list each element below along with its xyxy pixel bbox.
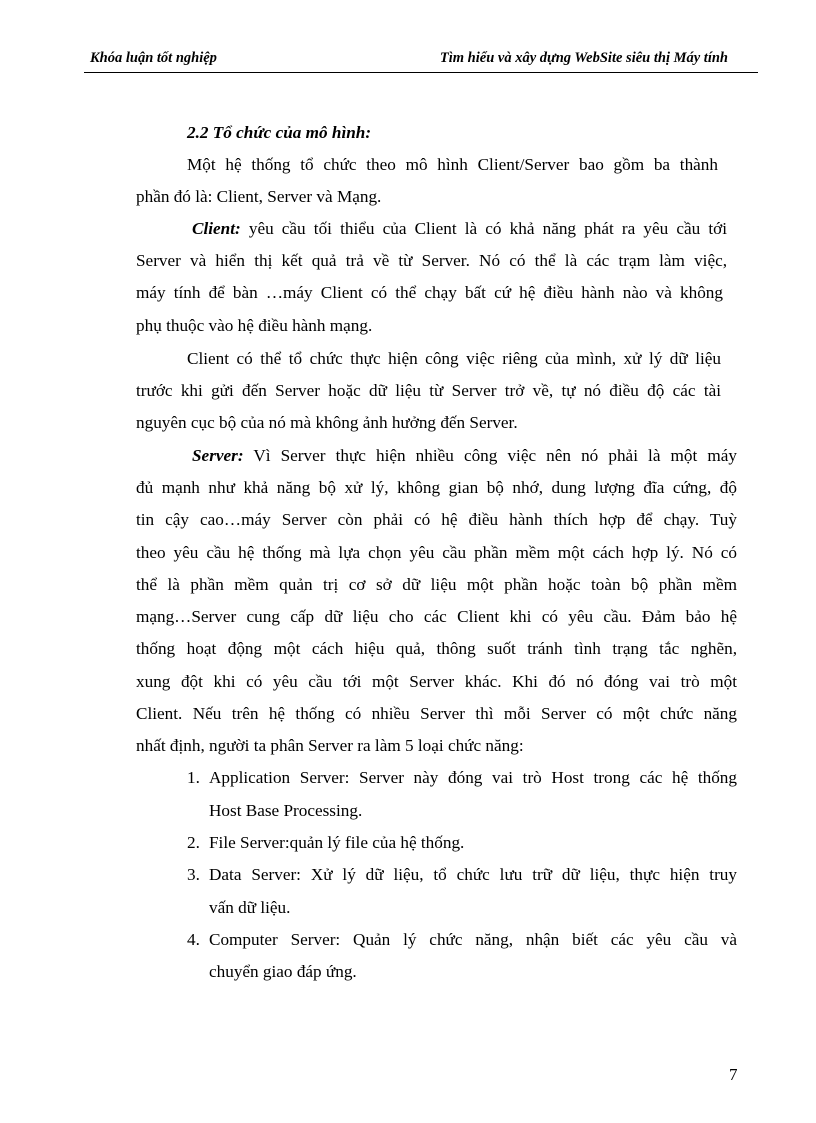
- server-text-1: Vì Server thực hiện nhiều công việc nên nó phải là một máy: [243, 446, 737, 465]
- client-paragraph-line-4: phụ thuộc vào hệ điều hành mạng.: [136, 316, 373, 335]
- list-item-1-line-1: Application Server: Server này đóng vai trò Host trong các hệ thống: [209, 768, 737, 787]
- server-paragraph-line-10: nhất định, người ta phân Server ra làm 5 loại chức năng:: [136, 736, 524, 755]
- client2-line-1: Client có thể tổ chức thực hiện công việc riêng của mình, xử lý dữ liệu: [187, 349, 721, 368]
- server-paragraph-line-3: tin cậy cao…máy Server còn phải có hệ điều hành thích hợp để chạy. Tuỳ: [136, 510, 737, 529]
- intro-line-1: Một hệ thống tổ chức theo mô hình Client/Server bao gồm ba thành: [187, 155, 718, 174]
- list-item-3-line-2: vấn dữ liệu.: [209, 898, 291, 917]
- list-item-4-line-2: chuyển giao đáp ứng.: [209, 962, 357, 981]
- server-paragraph-line-2: đủ mạnh như khả năng bộ xử lý, không gian bộ nhớ, dung lượng đĩa cứng, độ: [136, 478, 737, 497]
- header-thesis-label: Khóa luận tốt nghiệp: [90, 50, 217, 66]
- header-divider: [84, 72, 758, 73]
- server-paragraph-line-7: thống hoạt động một cách hiệu quả, thông suốt tránh tình trạng tắc nghẽn,: [136, 639, 737, 658]
- list-item-4-number: 4.: [187, 930, 200, 949]
- intro-line-2: phần đó là: Client, Server và Mạng.: [136, 187, 382, 206]
- section-title: 2.2 Tổ chức của mô hình:: [187, 123, 372, 142]
- client-paragraph-line-2: Server và hiển thị kết quả trả về từ Server. Nó có thể là các trạm làm việc,: [136, 251, 727, 270]
- server-paragraph-line-6: mạng…Server cung cấp dữ liệu cho các Client khi có yêu cầu. Đảm bảo hệ: [136, 607, 737, 626]
- server-lead: Server:: [192, 446, 244, 465]
- server-paragraph-line-4: theo yêu cầu hệ thống mà lựa chọn yêu cầu phần mềm một cách hợp lý. Nó có: [136, 543, 737, 562]
- client-lead: Client:: [192, 219, 241, 238]
- server-paragraph-line-5: thể là phần mềm quản trị cơ sở dữ liệu một phần hoặc toàn bộ phần mềm: [136, 575, 737, 594]
- list-item-3-line-1: Data Server: Xử lý dữ liệu, tổ chức lưu trữ dữ liệu, thực hiện truy: [209, 865, 737, 884]
- list-item-2-number: 2.: [187, 833, 200, 852]
- client2-line-3: nguyên cục bộ của nó mà không ảnh hưởng đến Server.: [136, 413, 518, 432]
- list-item-3-number: 3.: [187, 865, 200, 884]
- server-paragraph-line-9: Client. Nếu trên hệ thống có nhiều Server thì mỗi Server có một chức năng: [136, 704, 737, 723]
- list-item-1-number: 1.: [187, 768, 200, 787]
- client-paragraph-line-1: [192, 213, 727, 245]
- page-number: 7: [729, 1065, 738, 1084]
- list-item-2-line-1: File Server:quản lý file của hệ thống.: [209, 833, 465, 852]
- running-header: [84, 50, 756, 72]
- server-paragraph-line-8: xung đột khi có yêu cầu tới một Server khác. Khi đó nó đóng vai trò một: [136, 672, 737, 691]
- list-item-4-line-1: Computer Server: Quản lý chức năng, nhận biết các yêu cầu và: [209, 930, 737, 949]
- header-thesis-title: Tìm hiểu và xây dựng WebSite siêu thị Máy tính: [439, 50, 728, 66]
- client-paragraph-line-3: máy tính để bàn …máy Client có thể chạy bất cứ hệ điều hành nào và không: [136, 283, 723, 302]
- client-text-1: yêu cầu tối thiểu của Client là có khả năng phát ra yêu cầu tới: [240, 219, 727, 238]
- server-paragraph-line-1: [192, 440, 737, 472]
- list-item-1-line-2: Host Base Processing.: [209, 801, 363, 820]
- client2-line-2: trước khi gửi đến Server hoặc dữ liệu từ Server trở về, tự nó điều độ các tài: [136, 381, 721, 400]
